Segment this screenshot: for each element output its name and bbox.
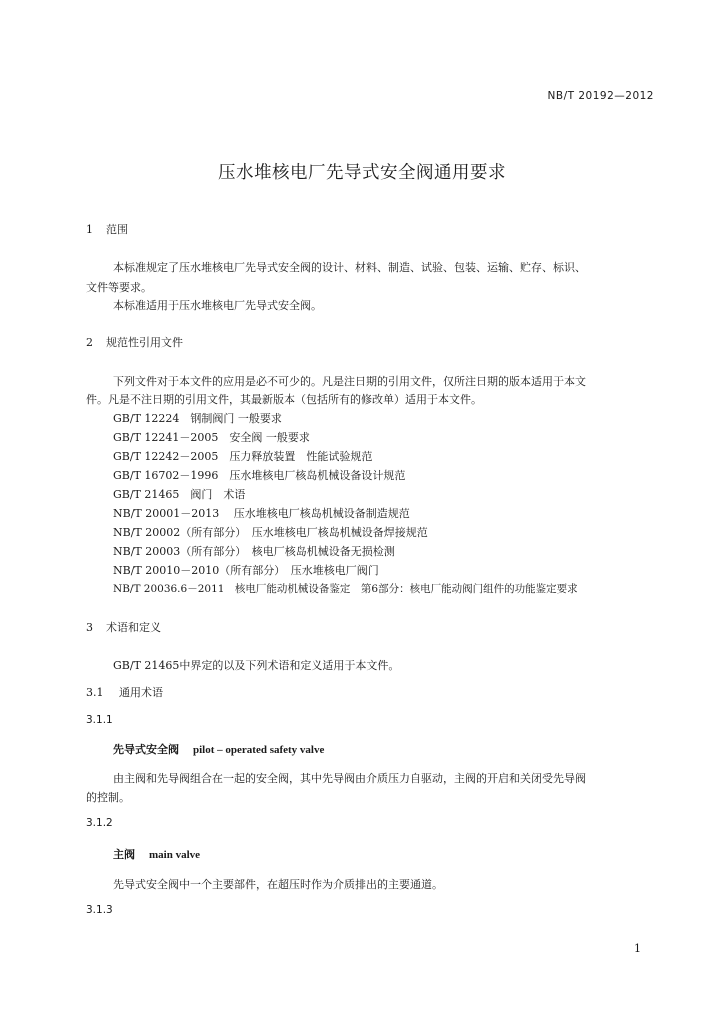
section-title: 规范性引用文件 <box>106 336 183 349</box>
term-definition: 的控制。 <box>86 791 130 804</box>
clause-number: 3.1.1 <box>86 714 113 726</box>
term-chinese: 主阀 <box>113 848 135 861</box>
subsection-title: 通用术语 <box>119 686 163 699</box>
paragraph: 本标准适用于压水堆核电厂先导式安全阀。 <box>113 299 322 312</box>
reference-item: NB/T 20002（所有部分） 压水堆核电厂核岛机械设备焊接规范 <box>113 526 428 539</box>
section-2-heading <box>86 334 183 350</box>
term-definition: 由主阀和先导阀组合在一起的安全阀，其中先导阀由介质压力自驱动，主阀的开启和关闭受先导阀 <box>113 772 586 785</box>
reference-item: GB/T 21465 阀门 术语 <box>113 488 246 501</box>
page-title: 压水堆核电厂先导式安全阀通用要求 <box>218 163 506 183</box>
term-english: pilot – operated safety valve <box>193 744 325 756</box>
paragraph: 件。凡是不注日期的引用文件，其最新版本（包括所有的修改单）适用于本文件。 <box>86 393 482 406</box>
clause-number: 3.1.2 <box>86 817 113 829</box>
reference-item: GB/T 16702－1996 压水堆核电厂核岛机械设备设计规范 <box>113 469 406 482</box>
section-title: 范围 <box>106 223 128 236</box>
term-definition: 先导式安全阀中一个主要部件，在超压时作为介质排出的主要通道。 <box>113 878 443 891</box>
reference-item: NB/T 20003（所有部分） 核电厂核岛机械设备无损检测 <box>113 545 395 558</box>
paragraph: GB/T 21465中界定的以及下列术语和定义适用于本文件。 <box>113 659 400 672</box>
reference-item: GB/T 12241－2005 安全阀 一般要求 <box>113 431 310 444</box>
section-number: 2 <box>86 336 93 349</box>
paragraph: 文件等要求。 <box>86 281 152 294</box>
section-3-heading <box>86 619 161 635</box>
term-chinese: 先导式安全阀 <box>113 743 179 756</box>
paragraph: 下列文件对于本文件的应用是必不可少的。凡是注日期的引用文件，仅所注日期的版本适用于本文 <box>113 375 586 388</box>
document-code: NB/T 20192—2012 <box>547 90 654 102</box>
section-number: 1 <box>86 223 93 236</box>
section-1-heading <box>86 221 128 237</box>
reference-item: NB/T 20001－2013 压水堆核电厂核岛机械设备制造规范 <box>113 507 410 520</box>
section-number: 3 <box>86 621 93 634</box>
term-english: main valve <box>149 849 201 861</box>
term-entry <box>113 846 200 862</box>
page-number: 1 <box>634 942 641 955</box>
clause-number: 3.1.3 <box>86 904 113 916</box>
term-entry <box>113 741 324 757</box>
paragraph: 本标准规定了压水堆核电厂先导式安全阀的设计、材料、制造、试验、包装、运输、贮存、标识、 <box>113 261 586 274</box>
subsection-3-1-heading <box>86 684 163 700</box>
reference-item: NB/T 20010－2010（所有部分） 压水堆核电厂阀门 <box>113 564 379 577</box>
reference-item: GB/T 12224 钢制阀门 一般要求 <box>113 412 282 425</box>
reference-item: NB/T 20036.6－2011 核电厂能动机械设备鉴定 第6部分：核电厂能动阀门组件的功能鉴定要求 <box>113 583 578 595</box>
subsection-number: 3.1 <box>86 686 104 699</box>
reference-item: GB/T 12242－2005 压力释放装置 性能试验规范 <box>113 450 373 463</box>
section-title: 术语和定义 <box>106 621 161 634</box>
